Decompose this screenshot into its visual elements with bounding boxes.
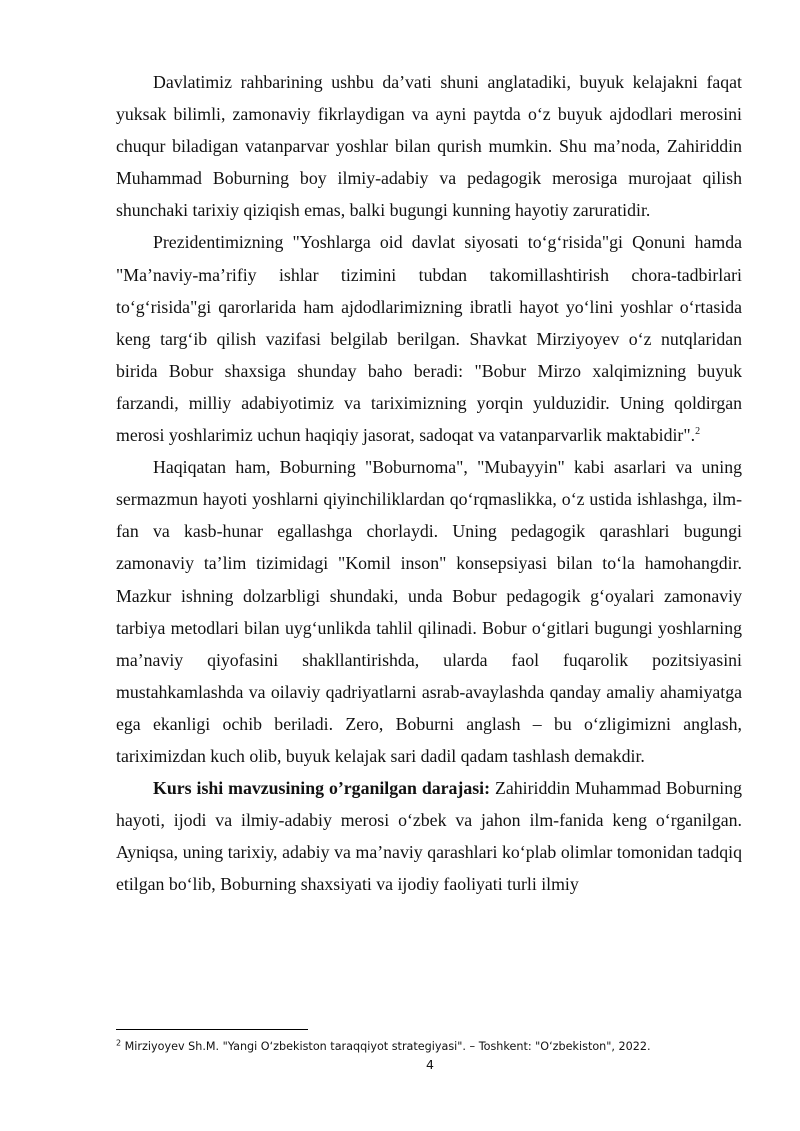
footnote-reference[interactable]: 2	[695, 426, 701, 438]
footnote	[116, 1040, 742, 1054]
paragraph-1-text: Davlatimiz rahbarining ushbu da’vati shuni anglatadiki, buyuk kelajakni faqat yuksak bilimli, zamonaviy fikrlaydigan va ayni paytda o‘z buyuk ajdodlari merosini chuqur biladigan vatanparvar yoshlar bilan qurish mumkin. Shu ma’noda, Zahiriddin Muhammad Boburning boy ilmiy-adabiy va pedagogik merosiga murojaat qilish shunchaki tarixiy qiziqish emas, balki bugungi kunning hayotiy zaruratidir.	[116, 72, 742, 221]
paragraph-3-text: Haqiqatan ham, Boburning "Boburnoma", "Mubayyin" kabi asarlari va uning sermazmun hayoti yoshlarni qiyinchiliklardan qo‘rqmaslikka, o‘z ustida ishlashga, ilm-fan va kasb-hunar egallashga chorlaydi. Uning pedagogik qarashlari bugungi zamonaviy ta’lim tizimidagi "Komil inson" konsepsiyasi bilan to‘la hamohangdir. Mazkur ishning dolzarbligi shundaki, unda Bobur pedagogik g‘oyalari zamonaviy tarbiya metodlari bilan uyg‘unlikda tahlil qilinadi. Bobur o‘gitlari bugungi yoshlarning ma’naviy qiyofasini shakllantirishda, ularda faol fuqarolik pozitsiyasini mustahkamlashda va oilaviy qadriyatlarni asrab-avaylashda qanday amaliy ahamiyatga ega ekanligi ochib beriladi. Zero, Boburni anglash – bu o‘zligimizni anglash, tariximizdan kuch olib, buyuk kelajak sari dadil qadam tashlash demakdir.	[116, 457, 742, 766]
paragraph-4-text: Zahiriddin Muhammad Boburning hayoti, ijodi va ilmiy-adabiy merosi o‘zbek va jahon ilm-fanida keng o‘rganilgan. Ayniqsa, uning tarixiy, adabiy va ma’naviy qarashlari ko‘plab olimlar tomonidan tadqiq etilgan bo‘lib, Boburning shaxsiyati va ijodiy faoliyati turli ilmiy	[116, 778, 742, 895]
footnote-marker: 2	[116, 1038, 122, 1048]
body-text	[116, 66, 742, 900]
paragraph-1	[116, 66, 742, 226]
footnote-divider	[116, 1029, 308, 1030]
paragraph-4	[116, 772, 742, 900]
paragraph-2-text: Prezidentimizning "Yoshlarga oid davlat siyosati to‘g‘risida"gi Qonuni hamda "Ma’naviy-ma’rifiy ishlar tizimini tubdan takomillashtirish chora-tadbirlari to‘g‘risida"gi qarorlarida ham ajdodlarimizning ibratli hayot yo‘lini yoshlar o‘rtasida keng targ‘ib qilish vazifasi belgilab berilgan. Shavkat Mirziyoyev o‘z nutqlaridan birida Bobur shaxsiga shunday baho beradi: "Bobur Mirzo xalqimizning buyuk farzandi, milliy adabiyotimiz va tariximizning yorqin yulduzidir. Uning qoldirgan merosi yoshlarimiz uchun haqiqiy jasorat, sadoqat va vatanparvarlik maktabidir".	[116, 232, 742, 446]
section-lead-heading: Kurs ishi mavzusining o’rganilgan darajasi:	[153, 778, 491, 799]
paragraph-2	[116, 226, 742, 451]
page-number: 4	[426, 1057, 434, 1072]
paragraph-3	[116, 451, 742, 772]
footnote-text: Mirziyoyev Sh.M. "Yangi O‘zbekiston taraqqiyot strategiyasi". – Toshkent: "O‘zbekiston", 2022.	[121, 1040, 651, 1053]
